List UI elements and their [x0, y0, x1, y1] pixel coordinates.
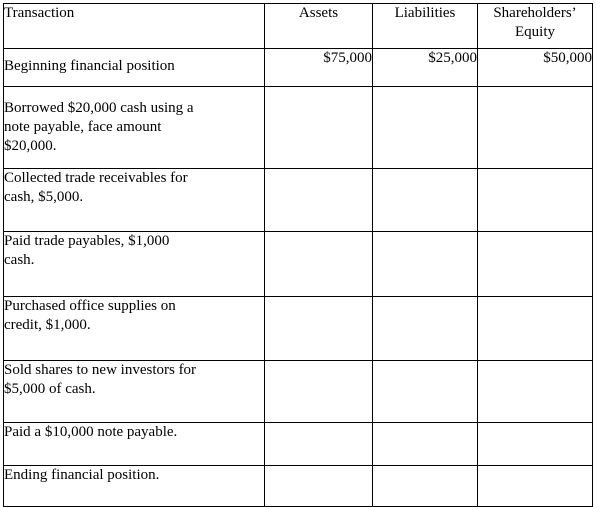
header-assets: Assets [265, 4, 373, 49]
equity-cell [478, 232, 593, 297]
description-line: Collected trade receivables for [4, 170, 188, 186]
description-line: cash. [4, 252, 35, 268]
table-row-beginning [4, 49, 593, 87]
description-line: Paid a $10,000 note payable. [4, 424, 178, 440]
header-row [4, 4, 593, 49]
description-line: Purchased office supplies on [4, 298, 176, 314]
transaction-description [4, 232, 265, 297]
table-row [4, 361, 593, 423]
table-row [4, 232, 593, 297]
transaction-description [4, 169, 265, 232]
assets-cell [265, 169, 373, 232]
liabilities-cell [373, 423, 478, 466]
transaction-description [4, 87, 265, 169]
table-row [4, 169, 593, 232]
header-shareholders-equity [478, 4, 593, 49]
header-equity-line1: Shareholders’ [493, 5, 577, 21]
assets-cell [265, 361, 373, 423]
description-line: Borrowed $20,000 cash using a [4, 100, 194, 116]
transaction-description [4, 423, 265, 466]
transaction-description [4, 297, 265, 361]
ending-label: Ending financial position. [4, 466, 265, 507]
header-liabilities: Liabilities [373, 4, 478, 49]
beginning-assets: $75,000 [265, 49, 373, 87]
table-row [4, 297, 593, 361]
ending-assets [265, 466, 373, 507]
equity-cell [478, 169, 593, 232]
ending-equity [478, 466, 593, 507]
description-line: Sold shares to new investors for [4, 362, 197, 378]
description-line: credit, $1,000. [4, 317, 91, 333]
header-equity-line2: Equity [515, 24, 555, 40]
table-row-ending [4, 466, 593, 507]
description-line: cash, $5,000. [4, 189, 84, 205]
equity-cell [478, 423, 593, 466]
assets-cell [265, 232, 373, 297]
liabilities-cell [373, 169, 478, 232]
assets-cell [265, 297, 373, 361]
ending-liabilities [373, 466, 478, 507]
description-line: $20,000. [4, 138, 57, 154]
description-line: $5,000 of cash. [4, 381, 96, 397]
beginning-liabilities: $25,000 [373, 49, 478, 87]
liabilities-cell [373, 87, 478, 169]
assets-cell [265, 87, 373, 169]
table-row [4, 423, 593, 466]
header-transaction: Transaction [4, 4, 265, 49]
description-line: note payable, face amount [4, 119, 162, 135]
assets-cell [265, 423, 373, 466]
liabilities-cell [373, 361, 478, 423]
equity-cell [478, 87, 593, 169]
equity-cell [478, 297, 593, 361]
transaction-description [4, 361, 265, 423]
liabilities-cell [373, 232, 478, 297]
beginning-equity: $50,000 [478, 49, 593, 87]
equity-cell [478, 361, 593, 423]
transaction-analysis-table [3, 3, 593, 507]
description-line: Paid trade payables, $1,000 [4, 233, 170, 249]
beginning-label: Beginning financial position [4, 49, 265, 87]
table-row [4, 87, 593, 169]
liabilities-cell [373, 297, 478, 361]
